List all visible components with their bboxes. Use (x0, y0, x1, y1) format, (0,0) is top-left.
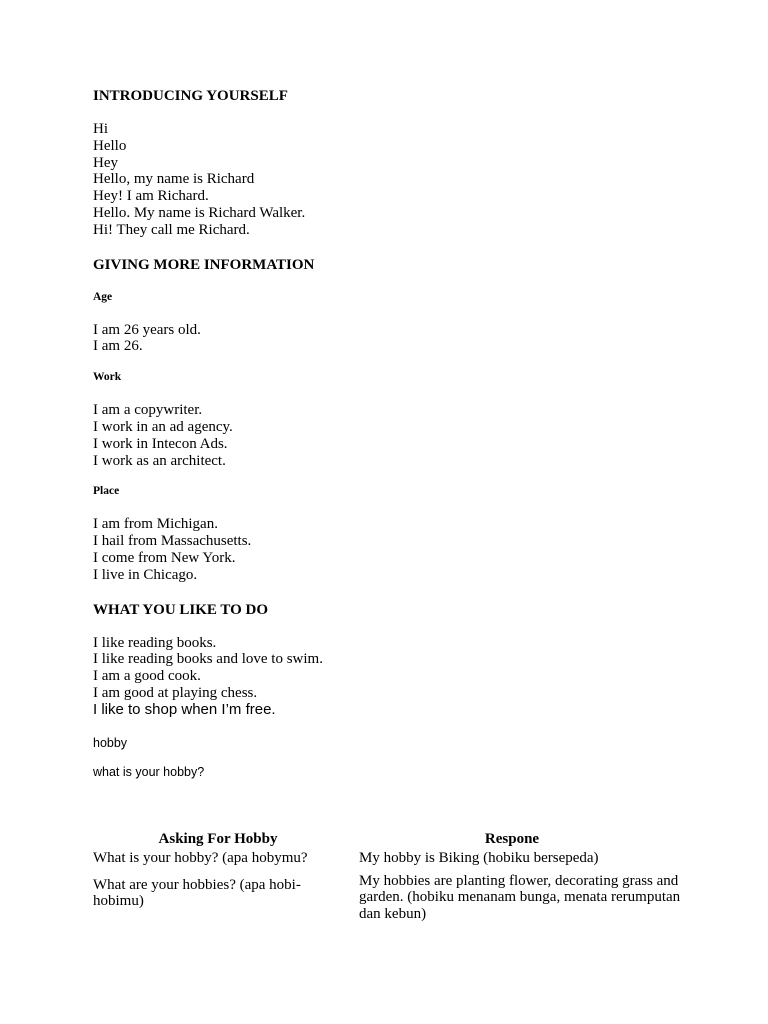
intro-line: Hello. My name is Richard Walker. (93, 204, 306, 221)
place-line: I live in Chicago. (93, 566, 198, 583)
subheading-place: Place (93, 485, 120, 498)
place-line: I hail from Massachusetts. (93, 533, 252, 550)
age-line: I am 26 years old. (93, 321, 201, 338)
table-cell-response: My hobbies are planting flower, decorating grass and garden. (hobiku menanam bunga, menata rerumputan dan kebun) (359, 872, 681, 922)
table-header-respone: Respone (484, 831, 540, 847)
work-line: I work in Intecon Ads. (93, 435, 228, 452)
hobby-table (93, 831, 681, 922)
likes-line-free: I like to shop when I’m free. (93, 700, 276, 718)
heading-introducing-yourself: INTRODUCING YOURSELF (93, 88, 288, 104)
subheading-age: Age (93, 290, 113, 303)
intro-line: Hi! They call me Richard. (93, 221, 250, 238)
document-page (93, 87, 693, 780)
intro-line: Hey! I am Richard. (93, 188, 209, 205)
table-cell-response: My hobby is Biking (hobiku bersepeda) (359, 850, 599, 866)
heading-what-you-like-to-do: WHAT YOU LIKE TO DO (93, 601, 269, 618)
intro-line: Hi (93, 121, 108, 137)
intro-line: Hello (93, 137, 127, 154)
work-line: I work in an ad agency. (93, 418, 233, 435)
work-line: I work as an architect. (93, 452, 226, 469)
place-line: I come from New York. (93, 549, 236, 566)
intro-lines (93, 121, 693, 239)
likes-line: I am a good cook. (93, 668, 201, 685)
table-row (93, 873, 681, 923)
intro-line: Hey (93, 154, 118, 171)
hobby-question: what is your hobby? (93, 764, 205, 779)
table-header-asking: Asking For Hobby (158, 831, 278, 847)
hobby-label: hobby (93, 735, 128, 750)
place-line: I am from Michigan. (93, 516, 218, 533)
age-line: I am 26. (93, 338, 143, 355)
heading-giving-more-information: GIVING MORE INFORMATION (93, 256, 315, 273)
intro-line: Hello, my name is Richard (93, 171, 255, 188)
likes-line: I like reading books and love to swim. (93, 651, 323, 668)
table-cell-question: What are your hobbies? (apa hobi-hobimu) (93, 876, 301, 910)
likes-line: I am good at playing chess. (93, 684, 258, 701)
table-row (93, 850, 681, 873)
likes-line: I like reading books. (93, 634, 217, 651)
table-header-row (93, 831, 681, 850)
table-cell-question: What is your hobby? (apa hobymu? (93, 850, 308, 866)
work-line: I am a copywriter. (93, 402, 203, 419)
subheading-work: Work (93, 371, 122, 384)
